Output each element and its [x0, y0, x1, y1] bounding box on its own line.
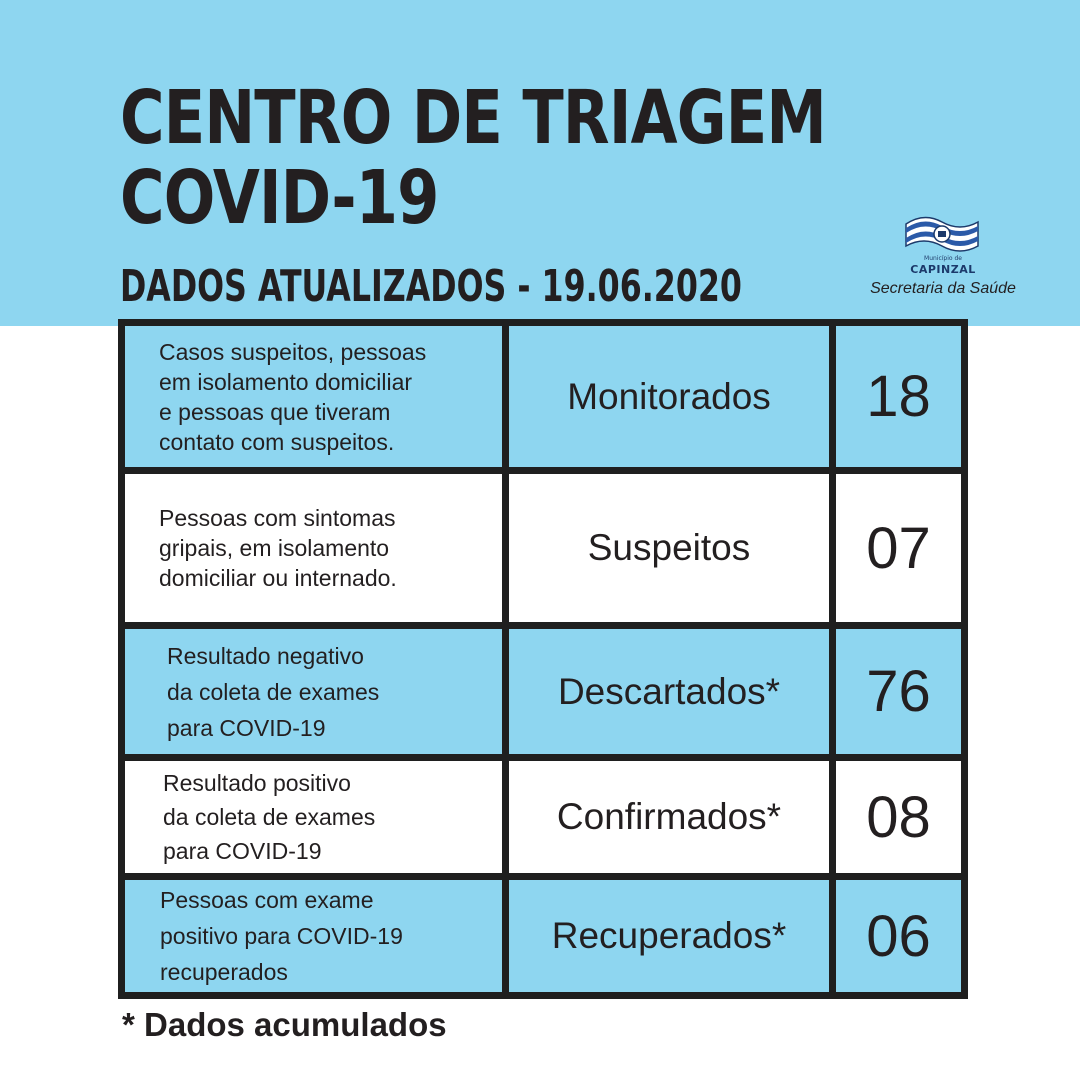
logo-small-text: Município de [924, 255, 962, 262]
row-4-category: Confirmados* [509, 761, 829, 873]
row-4-count: 08 [836, 761, 961, 873]
row-3-description: Resultado negativo da coleta de exames para COVID-19 [125, 629, 502, 754]
row-1-count: 18 [836, 326, 961, 467]
row-3-category: Descartados* [509, 629, 829, 754]
title-line-1: CENTRO DE TRIAGEM [120, 75, 826, 161]
row-5-description: Pessoas com exame positivo para COVID-19 recuperados [125, 880, 502, 992]
logo-name: CAPINZAL [910, 263, 976, 276]
row-5-count: 06 [836, 880, 961, 992]
logo-department: Secretaria da Saúde [870, 280, 1016, 297]
capinzal-logo [848, 214, 1038, 304]
row-1-description: Casos suspeitos, pessoas em isolamento domiciliar e pessoas que tiveram contato com suspeitos. [125, 326, 502, 467]
footnote: * Dados acumulados [122, 1006, 447, 1043]
title-line-2: COVID-19 [120, 155, 439, 241]
row-1-category: Monitorados [509, 326, 829, 467]
flag-icon [902, 214, 982, 256]
update-date-subtitle: DADOS ATUALIZADOS - 19.06.2020 [120, 261, 742, 312]
row-4-description: Resultado positivo da coleta de exames para COVID-19 [125, 761, 502, 873]
row-2-description: Pessoas com sintomas gripais, em isolamento domiciliar ou internado. [125, 474, 502, 622]
row-2-category: Suspeitos [509, 474, 829, 622]
row-2-count: 07 [836, 474, 961, 622]
page-title [120, 75, 826, 241]
data-table [118, 319, 968, 999]
row-3-count: 76 [836, 629, 961, 754]
row-5-category: Recuperados* [509, 880, 829, 992]
